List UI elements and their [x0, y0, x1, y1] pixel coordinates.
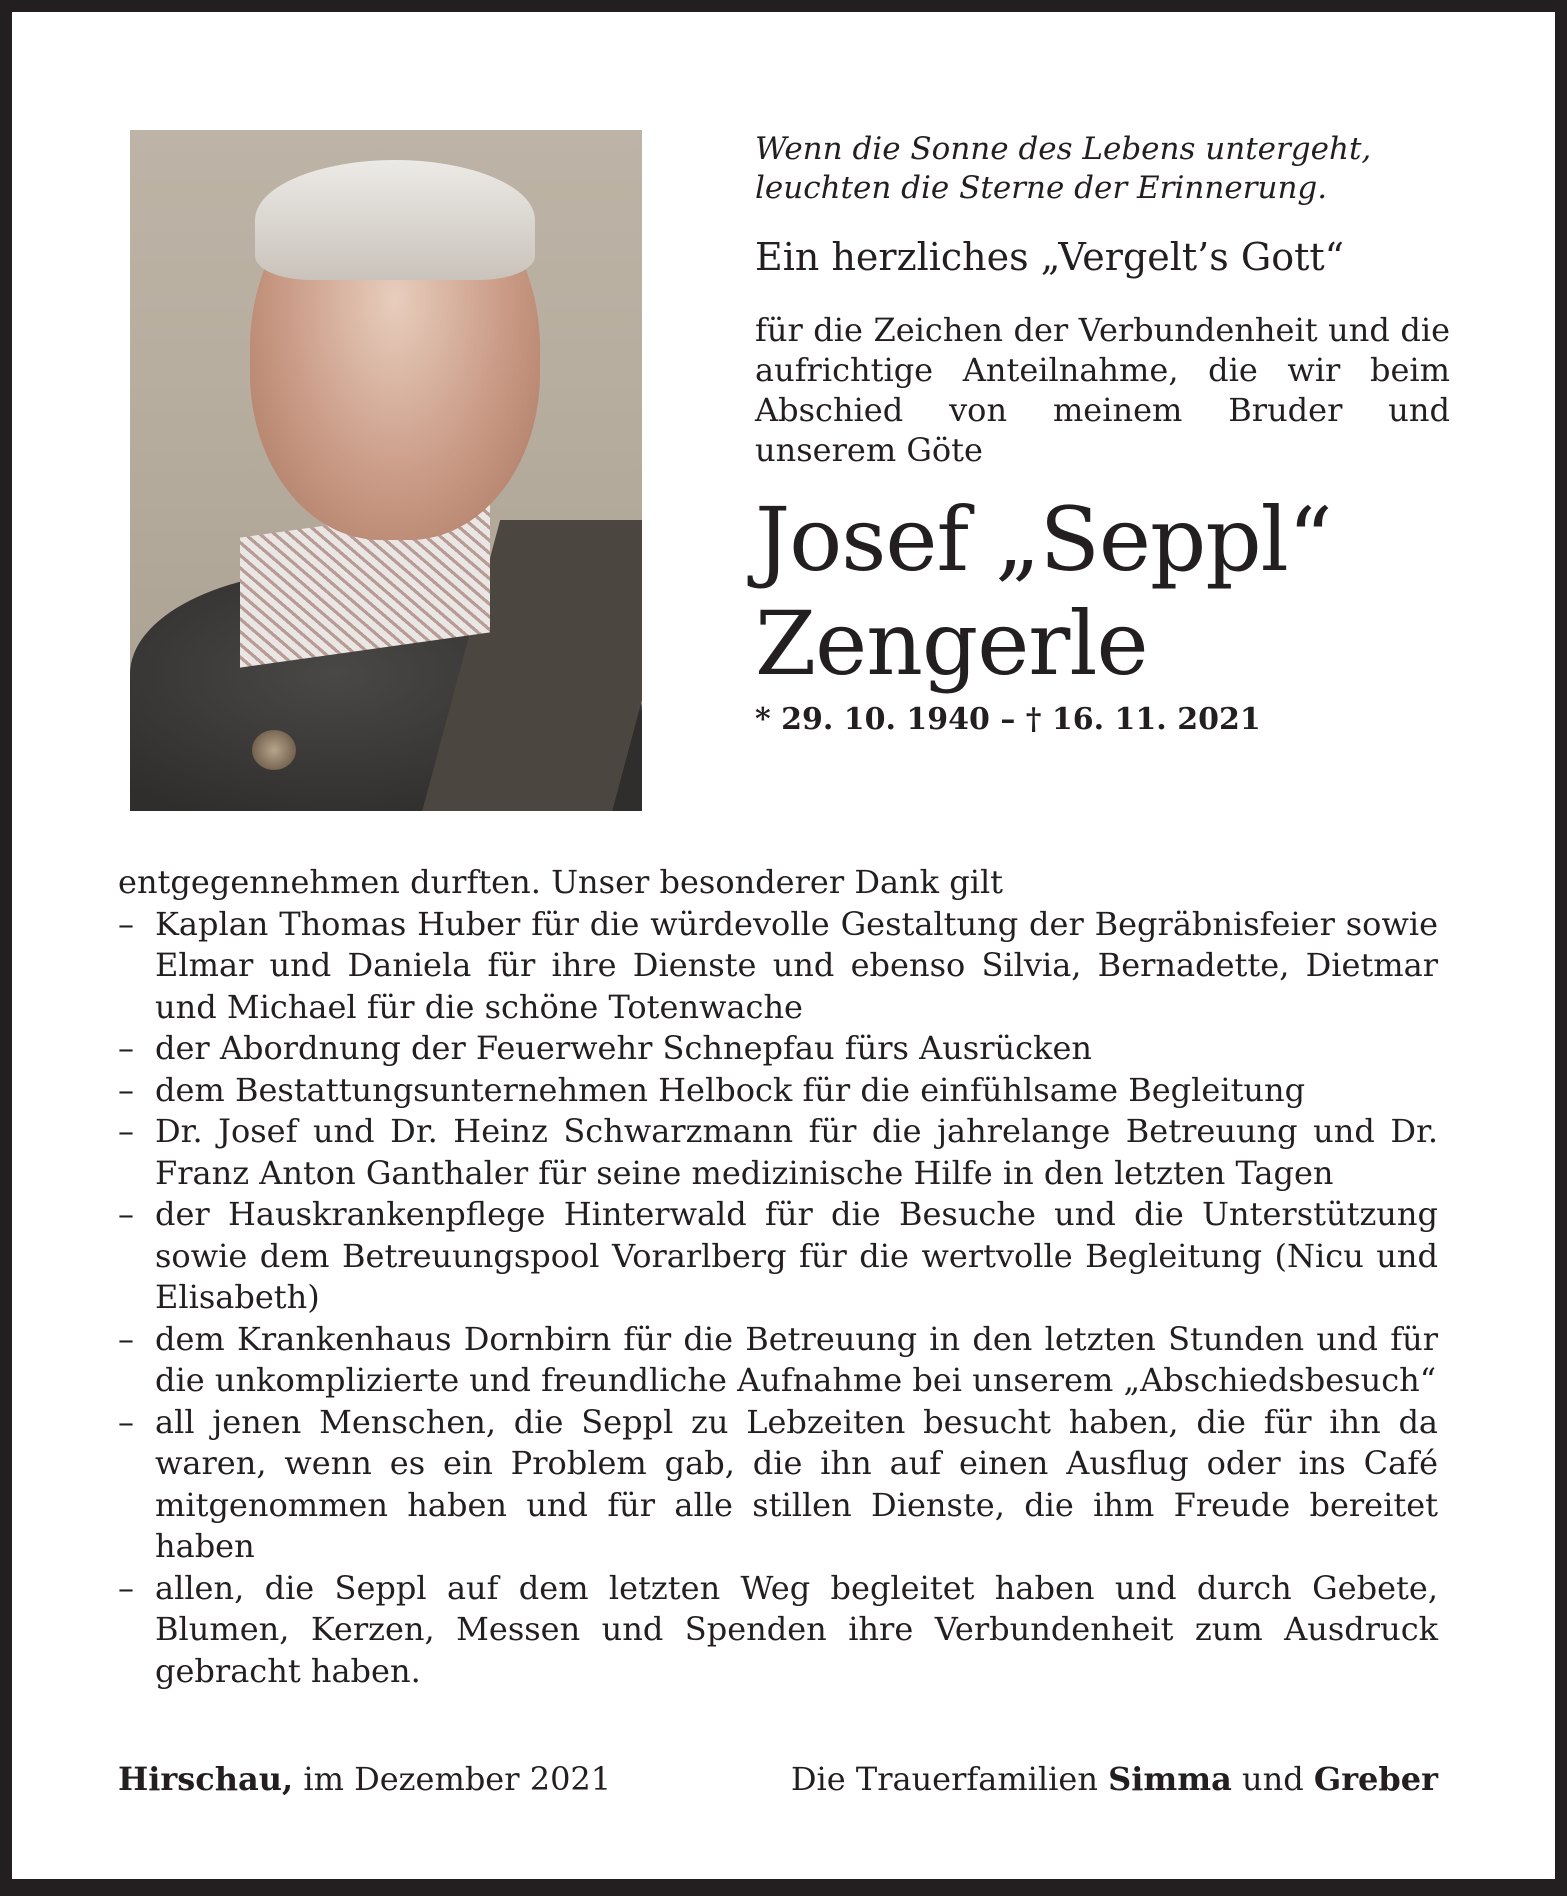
list-item: [118, 1319, 1438, 1402]
lead-text: entgegennehmen durften. Unser besonderer Dank gilt: [118, 863, 1004, 901]
item-text: der Abordnung der Feuerwehr Schnepfau fürs Ausrücken: [155, 1029, 1092, 1067]
item-text: all jenen Menschen, die Seppl zu Lebzeiten besucht haben, die für ihn da waren, wenn es ein Problem gab, die ihn auf einen Ausflug oder ins Café mitgenommen haben und für alle stillen Dienste, die ihm Freude bereitet haben: [155, 1402, 1438, 1565]
dash: –: [118, 1568, 134, 1607]
item-text: Kaplan Thomas Huber für die würdevolle Gestaltung der Begräbnisfeier sowie Elmar und Daniela für ihre Dienste und ebenso Silvia, Bernadette, Dietmar und Michael für die schöne Totenwache: [155, 904, 1438, 1026]
list-item: [118, 1070, 1438, 1112]
header-column: [755, 130, 1450, 737]
portrait-photo: [130, 130, 642, 811]
thanks-heading: Ein herzliches „Vergelt’s Gott“: [755, 235, 1345, 279]
family-name: Greber: [1313, 1760, 1438, 1798]
dash: –: [118, 904, 134, 943]
signature-line: [118, 1760, 1438, 1798]
dash: –: [118, 1402, 134, 1441]
quote-line: Wenn die Sonne des Lebens untergeht,: [755, 131, 1372, 167]
families: [791, 1760, 1438, 1798]
item-text: der Hauskrankenpflege Hinterwald für die Besuche und die Unterstützung sowie dem Betreuungspool Vorarlberg für die wertvolle Begleitung (Nicu und Elisabeth): [155, 1195, 1438, 1316]
deceased-name: [755, 488, 1450, 696]
dash: –: [118, 1070, 134, 1109]
list-item: [118, 904, 1438, 1029]
list-item: [118, 1402, 1438, 1568]
dash: –: [118, 1029, 134, 1067]
date: im Dezember 2021: [293, 1760, 612, 1798]
quote-line: leuchten die Sterne der Erinnerung.: [755, 170, 1328, 206]
intro-text: für die Zeichen der Verbundenheit und die aufrichtige Anteilnahme, die wir beim Abschied von meinem Bruder und unserem Göte: [755, 311, 1450, 469]
dash: –: [118, 1319, 134, 1358]
place-date: [118, 1760, 611, 1798]
thanks-body: [118, 862, 1438, 1692]
list-item: [118, 1028, 1438, 1070]
conjunction: und: [1231, 1760, 1314, 1798]
list-item: [118, 1194, 1438, 1319]
life-dates: * 29. 10. 1940 – † 16. 11. 2021: [755, 702, 1261, 737]
name-line: Zengerle: [755, 592, 1148, 695]
item-text: Dr. Josef und Dr. Heinz Schwarzmann für die jahrelange Betreuung und Dr. Franz Anton Ganthaler für seine medizinische Hilfe in den letzten Tagen: [155, 1112, 1438, 1192]
memorial-quote: [755, 130, 1450, 208]
dash: –: [118, 1112, 134, 1150]
families-prefix: Die Trauerfamilien: [790, 1760, 1109, 1798]
thanks-list: [118, 904, 1438, 1693]
list-item: [118, 1111, 1438, 1194]
family-name: Simma: [1108, 1760, 1232, 1798]
item-text: dem Krankenhaus Dornbirn für die Betreuung in den letzten Stunden und für die unkomplizierte und freundliche Aufnahme bei unserem „Abschiedsbesuch“: [155, 1319, 1438, 1399]
place: Hirschau,: [118, 1760, 294, 1798]
name-line: Josef „Seppl“: [755, 488, 1332, 591]
dash: –: [118, 1195, 134, 1233]
list-item: [118, 1568, 1438, 1693]
item-text: dem Bestattungsunternehmen Helbock für die einfühlsame Begleitung: [155, 1070, 1306, 1109]
item-text: allen, die Seppl auf dem letzten Weg begleitet haben und durch Gebete, Blumen, Kerzen, Messen und Spenden ihre Verbundenheit zum Ausdruck gebracht haben.: [155, 1568, 1438, 1690]
